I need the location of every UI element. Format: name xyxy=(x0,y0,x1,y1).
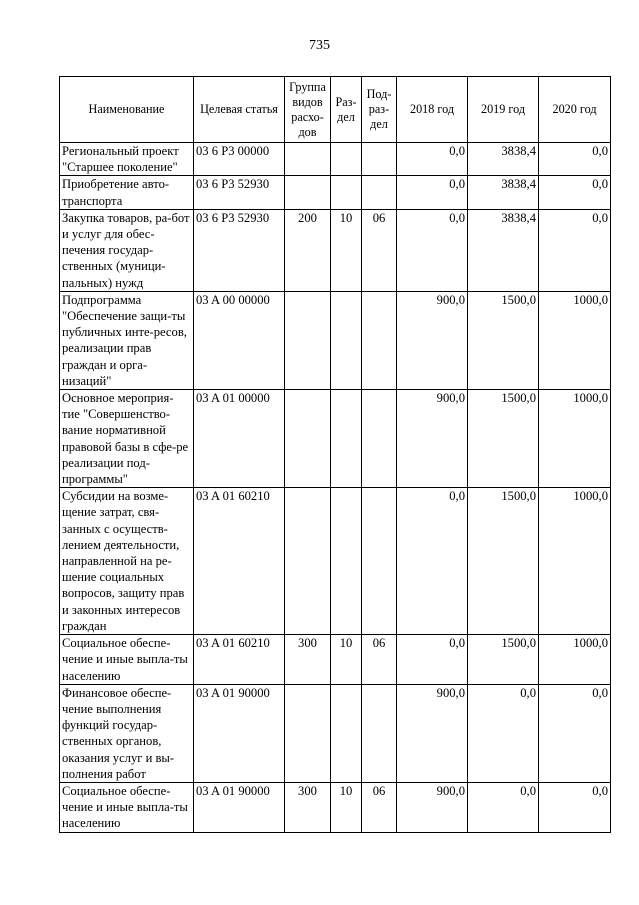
row-amount-2020: 0,0 xyxy=(539,684,611,782)
row-name: Социальное обеспе-чение и иные выпла-ты населению xyxy=(60,635,194,685)
row-name: Финансовое обеспе-чение выполнения функций государ-ственных органов, оказания услуг и вы-полнения работ xyxy=(60,684,194,782)
row-amount-2020: 1000,0 xyxy=(539,488,611,635)
row-name: Субсидии на возме-щение затрат, свя-занных с осуществ-лением деятельности, направленной на ре-шение социальных вопросов, защиту прав и законных интересов граждан xyxy=(60,488,194,635)
row-amount-2020: 1000,0 xyxy=(539,291,611,389)
row-amount-2019: 3838,4 xyxy=(468,209,539,291)
table-row xyxy=(60,143,611,176)
row-target-code: 03 6 P3 52930 xyxy=(194,176,285,209)
row-amount-2018: 0,0 xyxy=(397,635,468,685)
row-amount-2018: 900,0 xyxy=(397,390,468,488)
table-row xyxy=(60,176,611,209)
row-amount-2018: 900,0 xyxy=(397,684,468,782)
row-amount-2019: 0,0 xyxy=(468,782,539,832)
table-row xyxy=(60,782,611,832)
row-section xyxy=(331,176,362,209)
row-subsection xyxy=(362,488,397,635)
row-amount-2019: 3838,4 xyxy=(468,143,539,176)
row-target-code: 03 A 01 90000 xyxy=(194,684,285,782)
row-subsection xyxy=(362,143,397,176)
row-name: Закупка товаров, ра-бот и услуг для обес-печения государ-ственных (муници-пальных) нужд xyxy=(60,209,194,291)
col-header-2020: 2020 год xyxy=(539,77,611,143)
col-header-2018: 2018 год xyxy=(397,77,468,143)
row-name: Социальное обеспе-чение и иные выпла-ты населению xyxy=(60,782,194,832)
row-amount-2018: 0,0 xyxy=(397,176,468,209)
row-target-code: 03 A 01 00000 xyxy=(194,390,285,488)
row-subsection: 06 xyxy=(362,209,397,291)
row-target-code: 03 A 01 90000 xyxy=(194,782,285,832)
row-subsection: 06 xyxy=(362,782,397,832)
row-amount-2019: 1500,0 xyxy=(468,390,539,488)
table-row xyxy=(60,390,611,488)
row-subsection: 06 xyxy=(362,635,397,685)
row-subsection xyxy=(362,291,397,389)
row-target-code: 03 A 01 60210 xyxy=(194,635,285,685)
row-amount-2019: 3838,4 xyxy=(468,176,539,209)
row-section xyxy=(331,291,362,389)
row-group xyxy=(285,684,331,782)
row-target-code: 03 6 P3 00000 xyxy=(194,143,285,176)
row-amount-2019: 0,0 xyxy=(468,684,539,782)
page-number: 735 xyxy=(309,38,330,53)
row-amount-2018: 0,0 xyxy=(397,488,468,635)
table-row xyxy=(60,635,611,685)
row-group: 200 xyxy=(285,209,331,291)
row-target-code: 03 6 P3 52930 xyxy=(194,209,285,291)
row-subsection xyxy=(362,390,397,488)
row-section xyxy=(331,488,362,635)
row-amount-2018: 900,0 xyxy=(397,782,468,832)
col-header-section: Раз-дел xyxy=(331,77,362,143)
col-header-name: Наименование xyxy=(60,77,194,143)
row-section: 10 xyxy=(331,635,362,685)
col-header-target: Целевая статья xyxy=(194,77,285,143)
table-row xyxy=(60,488,611,635)
row-amount-2020: 0,0 xyxy=(539,143,611,176)
row-section xyxy=(331,684,362,782)
col-header-group: Группа видов расхо-дов xyxy=(285,77,331,143)
table-row xyxy=(60,291,611,389)
col-header-2019: 2019 год xyxy=(468,77,539,143)
row-amount-2019: 1500,0 xyxy=(468,635,539,685)
row-subsection xyxy=(362,684,397,782)
row-amount-2018: 0,0 xyxy=(397,143,468,176)
row-name: Региональный проект "Старшее поколение" xyxy=(60,143,194,176)
col-header-subsection: Под-раз-дел xyxy=(362,77,397,143)
row-target-code: 03 A 01 60210 xyxy=(194,488,285,635)
row-section: 10 xyxy=(331,782,362,832)
row-target-code: 03 A 00 00000 xyxy=(194,291,285,389)
row-amount-2020: 0,0 xyxy=(539,209,611,291)
table-row xyxy=(60,209,611,291)
row-amount-2018: 900,0 xyxy=(397,291,468,389)
row-group: 300 xyxy=(285,782,331,832)
row-group xyxy=(285,488,331,635)
row-group xyxy=(285,143,331,176)
row-name: Основное мероприя-тие "Совершенство-вание нормативной правовой базы в сфе-ре реализации под-программы" xyxy=(60,390,194,488)
row-amount-2020: 1000,0 xyxy=(539,390,611,488)
row-group xyxy=(285,176,331,209)
budget-table xyxy=(59,76,611,833)
row-amount-2020: 0,0 xyxy=(539,782,611,832)
row-section xyxy=(331,143,362,176)
row-amount-2018: 0,0 xyxy=(397,209,468,291)
row-section: 10 xyxy=(331,209,362,291)
row-amount-2019: 1500,0 xyxy=(468,291,539,389)
row-amount-2020: 1000,0 xyxy=(539,635,611,685)
row-name: Приобретение авто-транспорта xyxy=(60,176,194,209)
row-group xyxy=(285,291,331,389)
row-subsection xyxy=(362,176,397,209)
row-group: 300 xyxy=(285,635,331,685)
header-row xyxy=(60,77,611,143)
row-group xyxy=(285,390,331,488)
table-row xyxy=(60,684,611,782)
row-amount-2019: 1500,0 xyxy=(468,488,539,635)
row-amount-2020: 0,0 xyxy=(539,176,611,209)
row-section xyxy=(331,390,362,488)
row-name: Подпрограмма "Обеспечение защи-ты публичных инте-ресов, реализации прав граждан и орга-низаций" xyxy=(60,291,194,389)
